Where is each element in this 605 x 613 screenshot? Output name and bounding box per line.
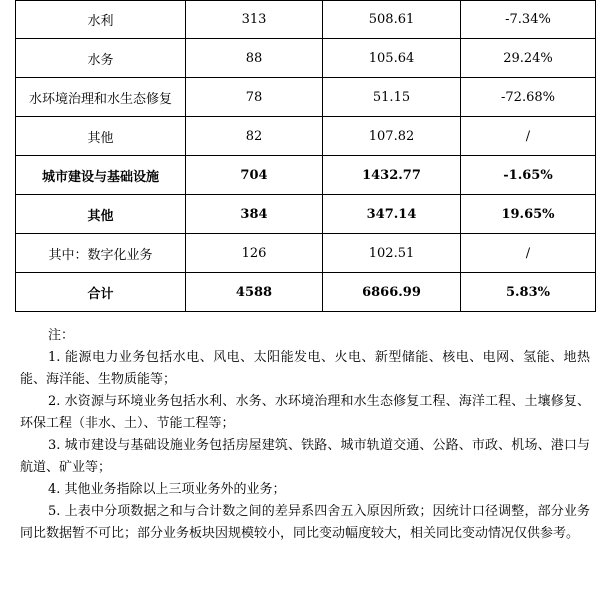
notes-title: 注： — [48, 328, 75, 343]
note-item: 1. 能源电力业务包括水电、风电、太阳能发电、火电、新型储能、核电、电网、氢能、地热能、海洋能、生物质能等； — [20, 350, 590, 387]
row-count-cell: 384 — [186, 195, 323, 234]
row-amount-cell: 347.14 — [323, 195, 461, 234]
row-name-cell: 其他 — [16, 195, 186, 234]
row-change-cell: / — [461, 117, 596, 156]
row-amount-cell: 51.15 — [323, 78, 461, 117]
row-name-cell: 水务 — [16, 39, 186, 78]
row-change-cell: -7.34% — [461, 1, 596, 39]
row-change-cell: 19.65% — [461, 195, 596, 234]
table-row — [16, 273, 596, 312]
row-count-cell: 704 — [186, 156, 323, 195]
table-row — [16, 1, 596, 39]
row-count-cell: 126 — [186, 234, 323, 273]
note-item: 2. 水资源与环境业务包括水利、水务、水环境治理和水生态修复工程、海洋工程、土壤修复、环保工程（非水、土）、节能工程等； — [20, 394, 590, 431]
table-row — [16, 78, 596, 117]
row-amount-cell: 6866.99 — [323, 273, 461, 312]
row-change-cell: -72.68% — [461, 78, 596, 117]
row-change-cell: 29.24% — [461, 39, 596, 78]
row-count-cell: 78 — [186, 78, 323, 117]
row-amount-cell: 105.64 — [323, 39, 461, 78]
row-amount-cell: 1432.77 — [323, 156, 461, 195]
row-amount-cell: 508.61 — [323, 1, 461, 39]
table-row — [16, 39, 596, 78]
row-change-cell: -1.65% — [461, 156, 596, 195]
row-count-cell: 88 — [186, 39, 323, 78]
note-item: 5. 上表中分项数据之和与合计数之间的差异系四舍五入原因所致；因统计口径调整，部分业务同比数据暂不可比；部分业务板块因规模较小，同比变动幅度较大，相关同比变动情况仅供参考。 — [20, 504, 590, 541]
note-item: 3. 城市建设与基础设施业务包括房屋建筑、铁路、城市轨道交通、公路、市政、机场、港口与航道、矿业等； — [20, 438, 590, 475]
table-row — [16, 234, 596, 273]
table-row — [16, 156, 596, 195]
business-data-table — [15, 0, 596, 312]
row-name-cell: 水利 — [16, 1, 186, 39]
row-amount-cell: 107.82 — [323, 117, 461, 156]
row-count-cell: 313 — [186, 1, 323, 39]
notes-section — [20, 325, 590, 545]
row-name-cell: 城市建设与基础设施 — [16, 156, 186, 195]
note-item: 4. 其他业务指除以上三项业务外的业务； — [48, 482, 286, 497]
row-name-cell: 水环境治理和水生态修复 — [16, 78, 186, 117]
row-name-cell: 其中：数字化业务 — [16, 234, 186, 273]
row-amount-cell: 102.51 — [323, 234, 461, 273]
row-change-cell: 5.83% — [461, 273, 596, 312]
table-row — [16, 117, 596, 156]
row-count-cell: 82 — [186, 117, 323, 156]
row-name-cell: 合计 — [16, 273, 186, 312]
row-name-cell: 其他 — [16, 117, 186, 156]
row-change-cell: / — [461, 234, 596, 273]
table-row — [16, 195, 596, 234]
row-count-cell: 4588 — [186, 273, 323, 312]
